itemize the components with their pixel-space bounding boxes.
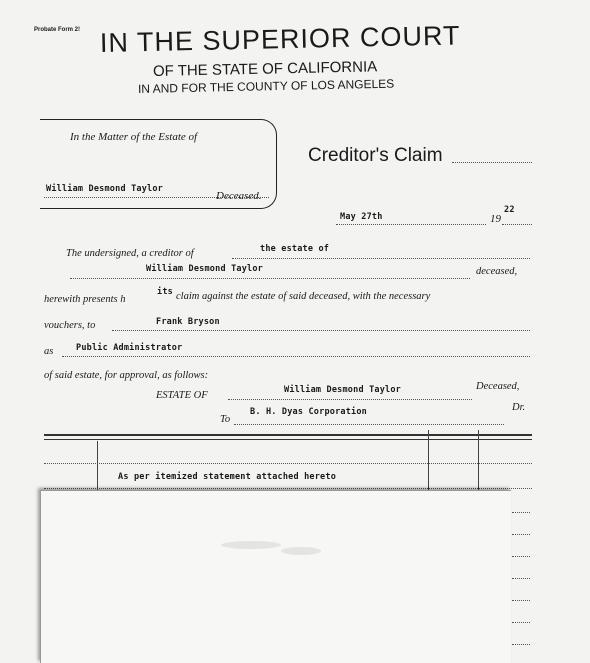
date-day: May 27th — [340, 212, 383, 222]
margin-line — [512, 578, 530, 579]
creditor-of-fill: the estate of — [260, 244, 330, 254]
to-line — [234, 424, 504, 425]
dr-label: Dr. — [512, 402, 526, 413]
title-underline — [452, 162, 532, 163]
table-row-text: As per itemized statement attached hereto — [118, 472, 337, 482]
creditor-name: B. H. Dyas Corporation — [250, 407, 367, 417]
as-fill: Public Administrator — [76, 343, 183, 353]
margin-line — [512, 534, 530, 535]
presents-suffix: claim against the estate of said deceased, with the necessary — [176, 291, 431, 302]
claim-title: Creditor's Claim — [308, 145, 443, 166]
deceased-label-2: deceased, — [476, 266, 518, 277]
margin-line — [512, 556, 530, 557]
court-heading: IN THE SUPERIOR COURT — [99, 20, 461, 58]
creditor-of-line — [232, 258, 530, 259]
date-line — [336, 224, 486, 225]
table-col-3 — [478, 430, 479, 490]
creditor-intro: The undersigned, a creditor of — [66, 248, 194, 259]
sheet-smudge — [281, 547, 321, 555]
approval-label: of said estate, for approval, as follows: — [44, 370, 209, 381]
state-heading: OF THE STATE OF CALIFORNIA — [152, 58, 378, 80]
form-number: Probate Form 2! — [34, 27, 81, 33]
vouchers-fill: Frank Bryson — [156, 317, 220, 327]
margin-line — [512, 622, 530, 623]
estate-of-label: ESTATE OF — [156, 390, 208, 401]
county-heading: IN AND FOR THE COUNTY OF LOS ANGELES — [137, 76, 395, 96]
sheet-smudge — [221, 541, 281, 549]
table-row-line-2 — [44, 488, 532, 489]
table-col-1 — [97, 441, 98, 491]
margin-line — [512, 512, 530, 513]
table-col-2 — [428, 430, 429, 490]
margin-line — [512, 644, 530, 645]
vouchers-label: vouchers, to — [44, 320, 96, 331]
estate-of-deceased: Deceased, — [476, 381, 520, 392]
decedent-name: William Desmond Taylor — [46, 184, 163, 194]
presents-prefix: herewith presents h — [44, 294, 126, 305]
to-label: To — [220, 414, 231, 425]
table-row-line-1 — [44, 463, 532, 464]
as-label: as — [44, 346, 54, 357]
decedent-line-fill: William Desmond Taylor — [146, 264, 263, 274]
date-year-suffix: 22 — [504, 205, 515, 215]
as-line — [62, 356, 530, 357]
presents-fill: its — [157, 287, 173, 297]
table-top-rule — [44, 434, 532, 436]
box-deceased-label: Deceased. — [216, 190, 262, 202]
estate-of-name: William Desmond Taylor — [284, 385, 401, 395]
matter-label: In the Matter of the Estate of — [70, 131, 198, 143]
date-year-line — [502, 224, 532, 225]
attached-sheet — [40, 490, 511, 663]
table-top-rule-2 — [44, 439, 532, 440]
estate-of-line — [228, 399, 472, 400]
decedent-line — [70, 278, 470, 279]
date-year-prefix: 19 — [490, 213, 501, 225]
vouchers-line — [112, 330, 530, 331]
margin-line — [512, 600, 530, 601]
